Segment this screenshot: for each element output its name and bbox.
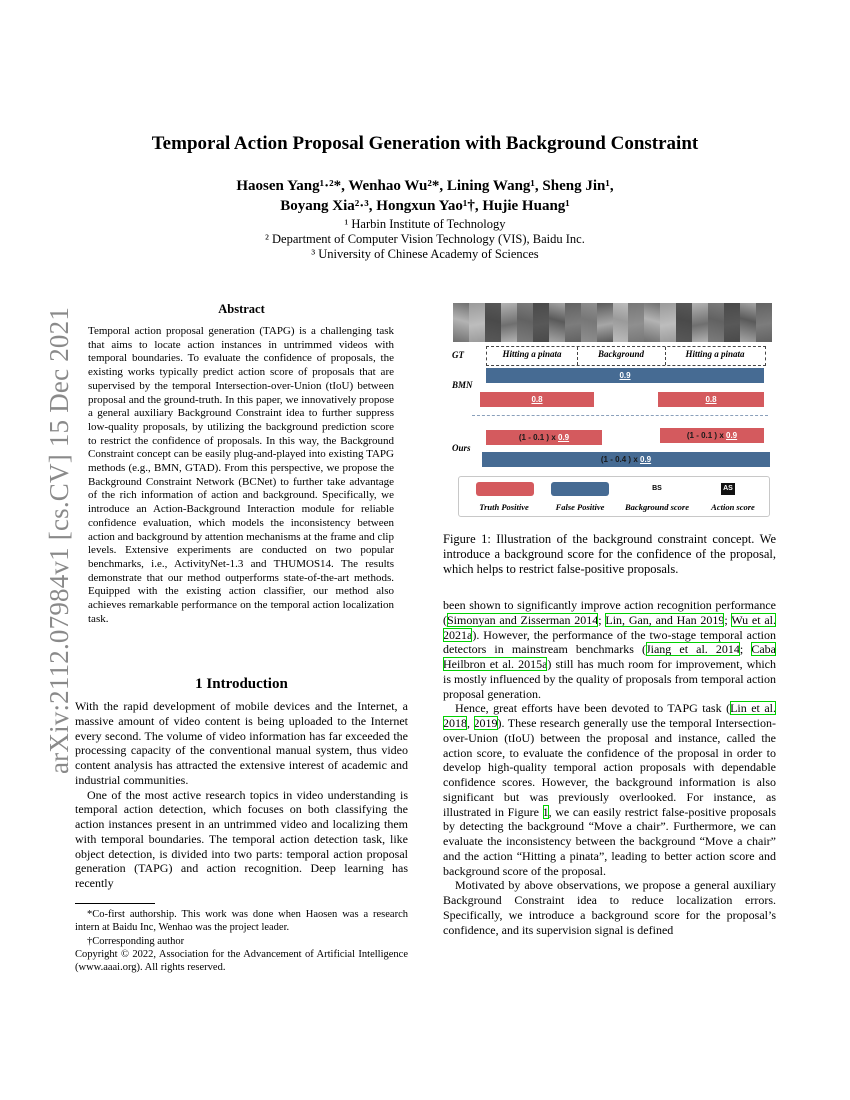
citation-link[interactable]: Wu et al. 2021a xyxy=(443,612,777,642)
video-frame xyxy=(740,303,756,342)
legend-bs-box: BS xyxy=(652,485,662,492)
legend-truth-positive: Truth Positive xyxy=(479,502,529,512)
video-frame xyxy=(676,303,692,342)
affiliations xyxy=(200,217,650,262)
intro-body xyxy=(75,699,408,891)
video-frame xyxy=(453,303,469,342)
video-frame xyxy=(469,303,485,342)
arxiv-stamp xyxy=(6,294,74,774)
video-frame xyxy=(628,303,644,342)
author-line-1: Haosen Yang¹·²*, Wenhao Wu²*, Lining Wang¹, Sheng Jin¹, xyxy=(236,178,614,194)
affiliation-2: ² Department of Computer Vision Technology (VIS), Baidu Inc. xyxy=(265,232,585,246)
video-frame xyxy=(485,303,501,342)
video-frame xyxy=(565,303,581,342)
right-paragraph-2 xyxy=(443,701,776,878)
paper-title: Temporal Action Proposal Generation with Background Constraint xyxy=(151,133,699,154)
row-label-gt: GT xyxy=(452,350,464,360)
text-run: ) still has much room for improvement, which is mostly influenced by the quality of proposals from temporal action proposal generation. xyxy=(443,657,776,701)
video-frame xyxy=(692,303,708,342)
video-frame xyxy=(660,303,676,342)
bmn-red-right-score: 0.8 xyxy=(705,395,717,404)
text-run: ; xyxy=(739,642,752,657)
author-list xyxy=(150,176,700,216)
footnote-rule xyxy=(75,903,155,904)
bmn-truth-positive-bar-left xyxy=(480,392,594,407)
legend-swatch-truth-positive xyxy=(476,482,534,496)
footnote-coauthor: *Co-first authorship. This work was done when Haosen was a research intern at Baidu Inc, Wenhao was the project leader. xyxy=(75,909,408,934)
legend-as-box: AS xyxy=(721,483,735,495)
video-frame xyxy=(517,303,533,342)
legend-false-positive: False Positive xyxy=(555,502,605,512)
video-frame xyxy=(501,303,517,342)
footnotes xyxy=(75,908,408,974)
right-column-body xyxy=(443,598,776,937)
video-frame xyxy=(597,303,613,342)
video-frame xyxy=(533,303,549,342)
gt-segment-action-1: Hitting a pinata xyxy=(502,349,562,359)
intro-paragraph-1: With the rapid development of mobile devices and the Internet, a massive amount of video content is being uploaded to the Internet every second. The volume of video information has far exceeded the processing capacity of the conventional manual system, thus video content analysis has attracted the extensive interest of academic and industrial communities. xyxy=(75,699,408,787)
figure-reference-link[interactable]: 1 xyxy=(542,804,549,819)
text-run: , we can easily restrict false-positive proposals by detecting the background “Move a chair”. Furthermore, we can evaluate the inconsistency between the background “Move a chair” and the action “Hitting a pinata”, leading to better action score and background score of the proposal. xyxy=(443,804,777,878)
ours-red-right-score: 0.9 xyxy=(726,431,738,440)
text-run: Hence, great efforts have been devoted to TAPG task ( xyxy=(455,701,731,716)
citation-link[interactable]: Lin et al. 2018 xyxy=(443,701,777,730)
citation-link[interactable]: Jiang et al. 2014 xyxy=(645,642,740,657)
video-frame xyxy=(724,303,740,342)
video-frame-strip xyxy=(453,303,772,342)
row-label-bmn: BMN xyxy=(452,380,473,390)
ours-blue-score: 0.9 xyxy=(640,455,652,464)
ours-red-right-formula: (1 - 0.1 ) x xyxy=(686,431,724,440)
video-frame xyxy=(708,303,724,342)
video-frame xyxy=(644,303,660,342)
gt-segment-action-2: Hitting a pinata xyxy=(685,349,745,359)
video-frame xyxy=(756,303,772,342)
author-line-2: Boyang Xia²·³, Hongxun Yao¹†, Hujie Huang¹ xyxy=(280,198,570,214)
ours-truth-positive-bar-right xyxy=(660,428,764,443)
citation-link[interactable]: Simonyan and Zisserman 2014 xyxy=(447,612,599,627)
video-frame xyxy=(581,303,597,342)
text-run: ). However, the performance of the two-stage temporal action detectors in mainstream benchmarks ( xyxy=(443,627,776,657)
bmn-blue-score: 0.9 xyxy=(619,371,631,380)
gt-segment-background: Background xyxy=(597,349,644,359)
citation-link[interactable]: Lin, Gan, and Han 2019 xyxy=(605,612,725,627)
video-frame xyxy=(549,303,565,342)
arxiv-id[interactable]: arXiv:2112.07984v1 [cs.CV] 15 Dec 2021 xyxy=(44,306,74,774)
copyright-notice: Copyright © 2022, Association for the Advancement of Artificial Intelligence (www.aaai.org). All rights reserved. xyxy=(75,948,408,974)
row-label-ours: Ours xyxy=(452,443,471,453)
abstract-text: Temporal action proposal generation (TAPG) is a challenging task that aims to locate action instances in untrimmed videos with temporal boundaries. To evaluate the confidence of proposals, the existing works typically predict action score of proposals that are supervised by the temporal Intersection-over-Union (tIoU) between proposal and the ground-truth. In this paper, we innovatively propose a general auxiliary Background Constraint idea to further suppress low-quality proposals, by utilizing the background prediction score to restrict the confidence of proposals. In this way, the Background Constraint concept can be easily plug-and-played into existing TAPG methods (e.g., BMN, GTAD). From this perspective, we propose the Background Constraint Network (BCNet) to further take advantage of the rich information of action and background. Specifically, we introduce an Action-Background Interaction module for reliable confidence evaluation, which models the inconsistency between action and background by attention mechanisms at the frame and clip levels. Extensive experiments are conducted on two popular benchmarks, i.e., ActivityNet-1.3 and THUMOS14. The results demonstrate that our method outperforms state-of-the-art methods. Equipped with the existing action classifier, our method also achieves remarkable performance on the temporal action localization task. xyxy=(88,325,394,625)
abstract-heading: Abstract xyxy=(218,302,265,316)
text-run: ). These research generally use the temporal Intersection-over-Union (tIoU) between the proposal and instance, called the action score, to evaluate the confidence of the proposal in order to develop high-quality temporal action proposals with dependable confidence scores. However, the background information is also significant but was previously overlooked. For instance, as illustrated in Figure xyxy=(443,716,776,819)
bmn-red-left-score: 0.8 xyxy=(531,395,543,404)
legend-action-score: Action score xyxy=(711,502,755,512)
intro-paragraph-2: One of the most active research topics in video understanding is temporal action detection, which focuses on both classifying the action instances present in an untrimmed video and localizing them with temporal boundaries. The temporal action detection task, like object detection, is divided into two parts: temporal action proposal generation (TAPG) and action recognition. Deep learning has recently xyxy=(75,787,408,890)
figure-1 xyxy=(450,303,772,515)
ours-red-left-score: 0.9 xyxy=(558,433,570,442)
ours-blue-formula: (1 - 0.4 ) x xyxy=(600,455,638,464)
legend-background-score: Background score xyxy=(625,502,689,512)
footnote-corresponding: †Corresponding author xyxy=(87,935,185,947)
bmn-false-positive-bar xyxy=(486,368,764,383)
text-run: been shown to significantly improve action recognition performance ( xyxy=(443,598,776,627)
citation-link[interactable]: Caba Heilbron et al. 2015a xyxy=(443,642,776,671)
section-heading-introduction: 1 Introduction xyxy=(195,676,288,692)
ours-false-positive-bar xyxy=(482,452,770,467)
text-run: ; xyxy=(598,612,606,627)
affiliation-1: ¹ Harbin Institute of Technology xyxy=(344,217,506,231)
text-run: ; xyxy=(724,612,732,627)
method-divider xyxy=(472,415,768,416)
text-run: , xyxy=(467,716,474,730)
bmn-truth-positive-bar-right xyxy=(658,392,764,407)
legend-swatch-false-positive xyxy=(551,482,609,496)
figure-1-caption: Figure 1: Illustration of the background constraint concept. We introduce a background score for the confidence of the proposal, which helps to restrict false-positive proposals. xyxy=(443,532,776,576)
ours-truth-positive-bar-left xyxy=(486,430,602,445)
right-paragraph-1 xyxy=(443,598,776,701)
citation-link[interactable]: 2019 xyxy=(473,716,498,730)
video-frame xyxy=(613,303,629,342)
right-paragraph-3: Motivated by above observations, we propose a general auxiliary Background Constraint idea to reduce localization errors. Specifically, we introduce a background score for the proposal’s confidence, and its supervision signal is defined xyxy=(443,878,776,937)
figure-legend xyxy=(458,476,770,517)
affiliation-3: ³ University of Chinese Academy of Sciences xyxy=(311,247,539,261)
gt-segments xyxy=(486,346,766,366)
ours-red-left-formula: (1 - 0.1 ) x xyxy=(518,433,556,442)
